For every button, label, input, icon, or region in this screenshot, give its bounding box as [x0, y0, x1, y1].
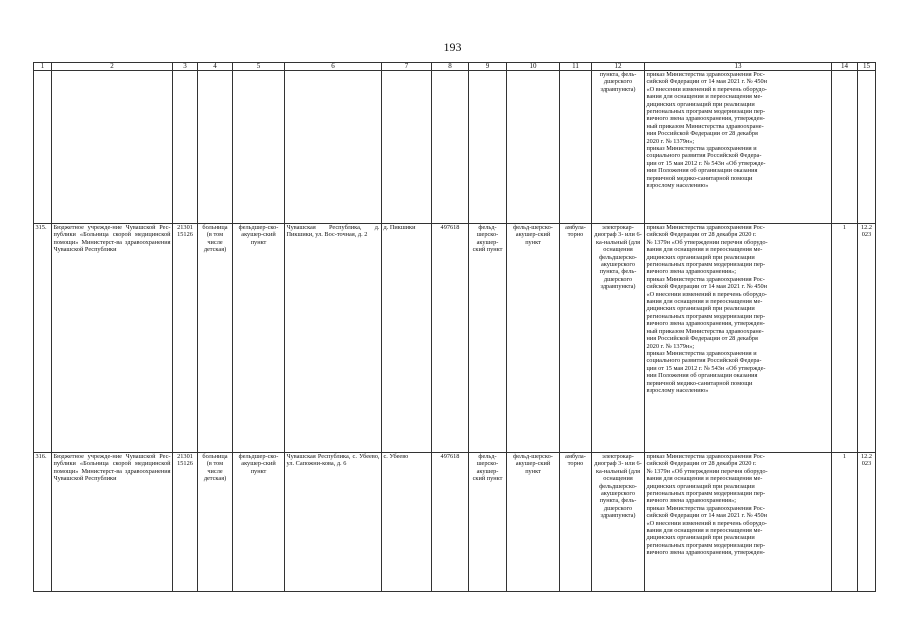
column-number: 4	[198, 63, 233, 71]
locality-cell: с. Убеево	[382, 453, 432, 592]
org-type-cell: больница (в том числе детская)	[198, 224, 233, 453]
legal-basis-cell: приказ Министерства здравоохранения Рос- сийской Федерации от 28 декабря 2020 г. № 1379н «Об утверждении перечня оборудо- вания для оснащения и переоснащения ме- дицинских организаций при реализации региональных программ модернизации пер- вичного звена здравоохранения»; приказ Министерства здравоохранения Рос- сийской Федерации от 14 мая 2021 г. № 450н «О внесении изменений в перечень оборудо- вания для оснащения и переоснащения ме- дицинских организаций при реализации региональных программ модернизации пер- вичного звена здравоохранения, утвержден- ный приказом Министерства здравоохране- ния Российской Федерации от 28 декабря 2020 г. № 1379н»; приказ Министерства здравоохранения и социального развития Российской Федера- ции от 15 мая 2012 г. № 543н «Об утвержде- нии Положения об организации оказания первичной медико-санитарной помощи взрослому населению»	[645, 224, 832, 453]
org-type-cell: больница (в том числе детская)	[198, 453, 233, 592]
oktmo-cell: 497618	[432, 224, 469, 453]
row-number: 315.	[34, 224, 52, 453]
facility-cell: фельдшер-ско-акушер-ский пункт	[233, 453, 285, 592]
column-number: 12	[592, 63, 645, 71]
code-cell: 21301 15126	[173, 453, 198, 592]
code-cell: 21301 15126	[173, 224, 198, 453]
address-cell: Чувашская Республика, д. Пикшики, ул. Вос-точная, д. 2	[285, 224, 382, 453]
column-number: 9	[469, 63, 507, 71]
care-mode-cell: амбула-торно	[560, 224, 592, 453]
unit-cell: фельд-шерско-акушер-ский пункт	[469, 224, 507, 453]
table-row	[34, 224, 876, 453]
column-number: 3	[173, 63, 198, 71]
quantity-cell: 1	[832, 453, 858, 592]
table-row-continuation	[34, 71, 876, 224]
page-number: 193	[443, 40, 462, 54]
quantity-cell: 1	[832, 224, 858, 453]
column-number: 7	[382, 63, 432, 71]
organization-cell: Бюджетное учрежде-ние Чувашской Рес-публики «Больница скорой медицинской помощи» Министерст-ва здравоохранения Чувашской Республики	[52, 453, 173, 592]
column-numbers-row	[34, 63, 876, 71]
equipment-cell: электрокар-диограф 3- или 6-ка-нальный (для оснащения фельдшерско-акушерского пункта, фель-дшерского здравпункта)	[592, 453, 645, 592]
legal-basis-cell: приказ Министерства здравоохранения Рос- сийской Федерации от 28 декабря 2020 г. № 1379н «Об утверждении перечня оборудо- вания для оснащения и переоснащения ме- дицинских организаций при реализации региональных программ модернизации пер- вичного звена здравоохранения»; приказ Министерства здравоохранения Рос- сийской Федерации от 14 мая 2021 г. № 450н «О внесении изменений в перечень оборудо- вания для оснащения и переоснащения ме- дицинских организаций при реализации региональных программ модернизации пер- вичного звена здравоохранения, утвержден-	[645, 453, 832, 592]
care-mode-cell: амбула-торно	[560, 453, 592, 592]
unit-cell: фельд-шерско-акушер-ский пункт	[469, 453, 507, 592]
address-cell: Чувашская Республика, с. Убеево, ул. Сапожни-кова, д. 6	[285, 453, 382, 592]
date-cell: 12.2023	[858, 453, 876, 592]
oktmo-cell: 497618	[432, 453, 469, 592]
equipment-cell: пункта, фель-дшерского здравпункта)	[592, 71, 645, 224]
column-number: 5	[233, 63, 285, 71]
unit-cell: фельд-шерско-акушер-ский пункт	[507, 224, 560, 453]
equipment-cell: электрокар-диограф 3- или 6-ка-нальный (для оснащения фельдшерско-акушерского пункта, фель-дшерского здравпункта)	[592, 224, 645, 453]
column-number: 1	[34, 63, 52, 71]
column-number: 6	[285, 63, 382, 71]
column-number: 10	[507, 63, 560, 71]
column-number: 15	[858, 63, 876, 71]
column-number: 14	[832, 63, 858, 71]
registry-table	[33, 62, 876, 592]
column-number: 8	[432, 63, 469, 71]
locality-cell: д. Пикшики	[382, 224, 432, 453]
organization-cell: Бюджетное учрежде-ние Чувашской Рес-публики «Больница скорой медицинской помощи» Министерст-ва здравоохранения Чувашской Республики	[52, 224, 173, 453]
date-cell: 12.2023	[858, 224, 876, 453]
row-number: 316.	[34, 453, 52, 592]
column-number: 13	[645, 63, 832, 71]
legal-basis-cell: приказ Министерства здравоохранения Рос- сийской Федерации от 14 мая 2021 г. № 450н «О внесении изменений в перечень оборудо- вания для оснащения и переоснащения ме- дицинских организаций при реализации региональных программ модернизации пер- вичного звена здравоохранения, утвержден- ный приказом Министерства здравоохране- ния Российской Федерации от 28 декабря 2020 г. № 1379н»; приказ Министерства здравоохранения и социального развития Российской Федера- ции от 15 мая 2012 г. № 543н «Об утвержде- нии Положения об организации оказания первичной медико-санитарной помощи взрослому населению»	[645, 71, 832, 224]
column-number: 2	[52, 63, 173, 71]
table-row	[34, 453, 876, 592]
unit-cell: фельд-шерско-акушер-ский пункт	[507, 453, 560, 592]
facility-cell: фельдшер-ско-акушер-ский пункт	[233, 224, 285, 453]
column-number: 11	[560, 63, 592, 71]
